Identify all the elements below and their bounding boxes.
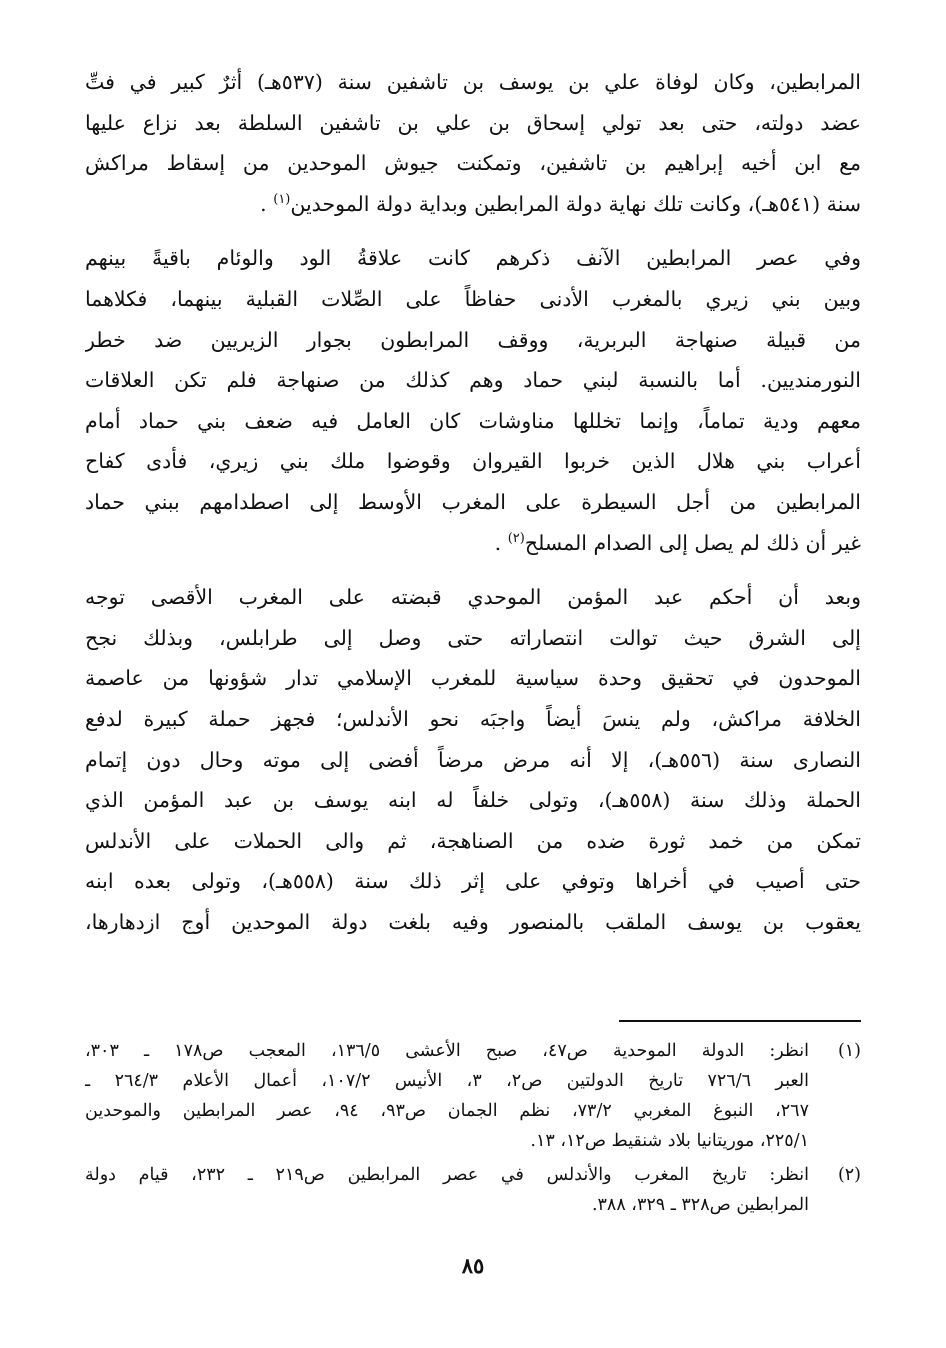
footnote-separator [619,1020,861,1022]
main-text [85,62,861,956]
footnote-line: ٢٢٥/١، موريتانيا بلاد شنقيط ص١٢، ١٣. [530,1131,809,1151]
text-line: إلى الشرق حيث توالت انتصاراته حتى وصل إلى طرابلس، وبذلك نجح [85,625,861,650]
footnote-2 [85,1160,861,1220]
text-line: يعقوب بن يوسف الملقب بالمنصور وفيه بلغت دولة الموحدين أوج ازدهارها، [85,909,861,934]
footnote-ref-2[interactable]: (٢) [507,530,525,546]
text-line: وبعد أن أحكم عبد المؤمن الموحدي قبضته على المغرب الأقصى توجه [85,585,861,610]
text-line: المرابطين، وكان لوفاة علي بن يوسف بن تاشفين سنة (٥٣٧هـ) أثرٌ كبير في فتِّ [85,70,861,94]
text-line-last [85,184,861,225]
footnote-line: المرابطين ص٣٢٨ ـ ٣٢٩، ٣٨٨. [591,1195,809,1215]
text-line: النورمنديين. أما بالنسبة لبني حماد وهم كذلك من صنهاجة فلم تكن العلاقات [85,368,861,393]
footnote-line: ٢٦٧، النبوغ المغربي ٧٣/٢، نظم الجمان ص٩٣، ٩٤، عصر المرابطين والموحدين [85,1101,809,1121]
text-line: من قبيلة صنهاجة البربرية، ووقف المرابطون بجوار الزيريين ضد خطر [85,327,861,352]
text-line: الخلافة مراكش، ولم ينسَ أيضاً واجبَه نحو الأندلس؛ فجهز حملة كبيرة لدفع [85,706,861,731]
text-line: مع ابن أخيه إبراهيم بن تاشفين، وتمكنت جيوش الموحدين من إسقاط مراكش [85,151,861,176]
text-line-content: غير أن ذلك لم يصل إلى الصدام المسلح [524,530,861,555]
footnotes [85,1036,861,1224]
text-line: الموحدون في تحقيق وحدة سياسية للمغرب الإسلامي تدار شؤونها من عاصمة [85,666,861,691]
footnote-line: العبر ٧٢٦/٦ تاريخ الدولتين ص٢، ٣، الأنيس ١٠٧/٢، أعمال الأعلام ٢٦٤/٣ ـ [85,1071,809,1091]
text-line: النصارى سنة (٥٥٦هـ)، إلا أنه مرض مرضاً أفضى إلى موته وحال دون إتمام [85,747,861,772]
text-line-content: سنة (٥٤١هـ)، وكانت تلك نهاية دولة المرابطين وبداية دولة الموحدين [290,191,861,216]
paragraph-3 [85,577,861,942]
footnote-line: انظر: الدولة الموحدية ص٤٧، صبح الأعشى ١٣٦/٥، المعجب ص١٧٨ ـ ٣٠٣، [85,1041,809,1061]
text-line: المرابطين من أجل السيطرة على المغرب الأوسط إلى اصطدامهم ببني حماد [85,489,861,514]
paragraph-1 [85,62,861,224]
footnote-ref-1[interactable]: (١) [273,191,291,207]
text-line: أعراب بني هلال الذين خربوا القيروان وقوضوا ملك بني زيري، فأدى كفاح [85,449,861,474]
text-line: الحملة وذلك سنة (٥٥٨هـ)، وتولى خلفاً له ابنه يوسف بن عبد المؤمن الذي [85,788,861,813]
footnote-1 [85,1036,861,1156]
footnote-marker: (١) [837,1041,861,1061]
text-line: معهم ودية تماماً، وإنما تخللها مناوشات كان العامل فيه ضعف بني حماد أمام [85,408,861,433]
text-line: عضد دولته، حتى بعد تولي إسحاق بن علي بن تاشفين السلطة بعد نزاع عليها [85,110,861,135]
sentence-end: . [260,191,267,216]
text-line: تمكن من خمد ثورة ضده من الصناهجة، ثم والى الحملات على الأندلس [85,828,861,853]
text-line: حتى أصيب في أخراها وتوفي على إثر ذلك سنة (٥٥٨هـ)، وتولى بعده ابنه [85,869,861,894]
footnote-marker: (٢) [837,1165,861,1185]
text-line: وفي عصر المرابطين الآنف ذكرهم كانت علاقةُ الود والوئام باقيةً بينهم [85,246,861,271]
sentence-end: . [494,530,502,555]
paragraph-2 [85,238,861,563]
text-line: وبين بني زيري بالمغرب الأدنى حفاظاً على الصِّلات القبلية بينهما، فكلاهما [85,286,861,311]
page-number: ٨٥ [461,1253,485,1278]
footnote-line: انظر: تاريخ المغرب والأندلس في عصر المرابطين ص٢١٩ ـ ٢٣٢، قيام دولة [85,1165,809,1185]
text-line-last [85,523,861,564]
